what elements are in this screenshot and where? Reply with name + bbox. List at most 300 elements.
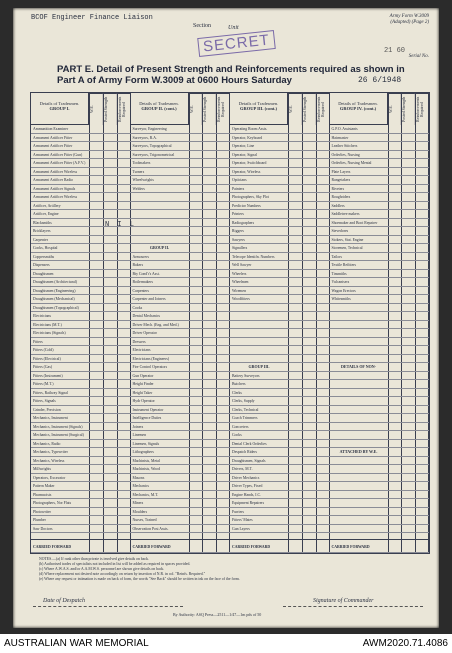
table-row: Despatch Riders: [230, 448, 288, 457]
table-row: Fitters: [31, 338, 89, 347]
table-row: Coppersmiths: [31, 253, 89, 262]
table-row: Operators, Excavator: [31, 474, 89, 483]
table-row-cells: [288, 134, 330, 143]
column-subheader: Reinforcements Required: [216, 93, 230, 125]
group-label: GROUP III. (cont.): [240, 106, 277, 111]
table-row: Gun Layers: [230, 525, 288, 534]
carried-forward: CARRIED FORWARD: [31, 539, 131, 553]
table-row-cells: [288, 219, 330, 228]
table-row: ATTACHED BY W.E.: [330, 448, 388, 457]
table-row-cells: [189, 270, 231, 279]
table-row: Vulcanisers: [330, 278, 388, 287]
table-row-cells: [89, 253, 131, 262]
column-subheader: Reinforcements Required: [415, 93, 429, 125]
table-row: Signallers: [230, 244, 288, 253]
table-row: [330, 457, 388, 466]
table-row-cells: [388, 287, 430, 296]
table-row: Mechanics: [131, 482, 189, 491]
table-row-cells: [288, 270, 330, 279]
table-row-cells: [288, 355, 330, 364]
table-row: [330, 397, 388, 406]
table-row-cells: [189, 448, 231, 457]
carried-forward: CARRIED FORWARD: [131, 539, 231, 553]
table-row: Electricians (M.T.): [31, 321, 89, 330]
table-row: Concreters: [230, 423, 288, 432]
table-row: Carpenter and Joiners: [131, 295, 189, 304]
table-row: Armament Artificer Fitter: [31, 134, 89, 143]
form-ref-line1: Army Form W.3009: [389, 14, 429, 19]
table-row-cells: [388, 499, 430, 508]
table-row-cells: [388, 193, 430, 202]
table-row-cells: [89, 491, 131, 500]
table-row-cells: [89, 176, 131, 185]
table-row: Operator, Line: [230, 142, 288, 151]
table-row-cells: [89, 355, 131, 364]
table-row: Mechanics, Wireless: [31, 457, 89, 466]
table-row-cells: [388, 465, 430, 474]
table-row-cells: [288, 261, 330, 270]
table-row-cells: [388, 338, 430, 347]
column-header-text: Details of Tradesmen.: [139, 101, 179, 106]
table-row-cells: [89, 202, 131, 211]
table-row: Stokers, Stat. Engine: [330, 236, 388, 245]
table-row-cells: [288, 397, 330, 406]
table-row-cells: [89, 406, 131, 415]
table-row-cells: [388, 227, 430, 236]
table-row: Woodfitters: [230, 295, 288, 304]
table-row: Wheelers: [230, 270, 288, 279]
table-row-cells: [288, 448, 330, 457]
form-sheet: [13, 8, 439, 628]
table-row: [330, 499, 388, 508]
table-row: Cooks, Hospital: [31, 244, 89, 253]
table-row: Driver Mechanics: [230, 474, 288, 483]
table-row: Plate Layers: [330, 168, 388, 177]
table-row-cells: [89, 440, 131, 449]
table-row-cells: [189, 414, 231, 423]
table-row-cells: [89, 159, 131, 168]
table-row-cells: [189, 491, 231, 500]
table-row: Fitters (M.T.): [31, 380, 89, 389]
table-row-cells: [388, 406, 430, 415]
table-row: Electricians: [131, 346, 189, 355]
table-row: Pharmacists: [31, 491, 89, 500]
table-row: Saw Doctors: [31, 525, 89, 534]
table-row: Wheelwrights: [131, 176, 189, 185]
table-row: Fire Control Operators: [131, 363, 189, 372]
table-row-cells: [89, 380, 131, 389]
table-row-cells: [89, 304, 131, 313]
table-row-cells: [189, 304, 231, 313]
table-row: [330, 440, 388, 449]
table-row-cells: [388, 329, 430, 338]
title-line2: Part A of Army Form W.3009 at 0600 Hours Saturday: [57, 75, 292, 86]
table-row: [230, 355, 288, 364]
table-row-cells: [288, 193, 330, 202]
table-row: Mechanics, Instrument (Surgical): [31, 431, 89, 440]
table-row-cells: [288, 491, 330, 500]
table-row: Photographers, Nor Flats: [31, 499, 89, 508]
note-line: (c) Where A.W.A.S. and/or A.A.M.W.S. personnel are shown give details on back.: [39, 567, 165, 571]
table-row-cells: [388, 414, 430, 423]
table-row-cells: [189, 227, 231, 236]
table-row: Drivers, M.T.: [230, 465, 288, 474]
table-row-cells: [388, 525, 430, 534]
table-row: Battery Surveyors: [230, 372, 288, 381]
table-row: Wheelmen: [230, 278, 288, 287]
table-row-cells: [189, 423, 231, 432]
table-row: [330, 304, 388, 313]
note-line: NOTES.—(a) If rank other than private is involved give details on back.: [39, 557, 149, 561]
table-row-cells: [288, 440, 330, 449]
table-row: [131, 236, 189, 245]
unit-name: BCOF Engineer Finance Liaison: [31, 14, 153, 22]
table-row-cells: [189, 329, 231, 338]
table-row-cells: [189, 321, 231, 330]
table-row: [330, 423, 388, 432]
column-subheader: Posted Strength: [103, 93, 117, 125]
column-subheader: W.E.: [388, 93, 402, 125]
table-row: Driver Types, Fixed: [230, 482, 288, 491]
table-row-cells: [89, 363, 131, 372]
table-row-cells: [89, 125, 131, 134]
table-row: Electricians (Engineers): [131, 355, 189, 364]
table-row-cells: [388, 151, 430, 160]
table-row-cells: [388, 474, 430, 483]
table-row: Clerks, Supply: [230, 397, 288, 406]
table-row-cells: [189, 312, 231, 321]
table-row-cells: [189, 193, 231, 202]
table-row: [230, 312, 288, 321]
table-row-cells: [189, 346, 231, 355]
table-row: Armament Artificer Fitter (A.F.V.): [31, 159, 89, 168]
table-row-cells: [89, 448, 131, 457]
table-row: Height Finder: [131, 380, 189, 389]
table-row: [131, 219, 189, 228]
table-row: Fitters (Gas): [31, 363, 89, 372]
table-row-cells: [189, 236, 231, 245]
table-row: [330, 508, 388, 517]
table-row-cells: [189, 431, 231, 440]
table-row: Well Sawyer: [230, 261, 288, 270]
table-row-cells: [388, 142, 430, 151]
table-row: Electricians (Signals): [31, 329, 89, 338]
table-row-cells: [89, 185, 131, 194]
table-row: Artificer, Artillery: [31, 202, 89, 211]
group-label: GROUP II. (cont.): [141, 106, 177, 111]
column-header: [31, 93, 89, 125]
table-row-cells: [189, 142, 231, 151]
table-row-cells: [388, 482, 430, 491]
column-subheader: Reinforcements Required: [117, 93, 131, 125]
table-row-cells: [288, 499, 330, 508]
table-row-cells: [89, 414, 131, 423]
table-row-cells: [89, 346, 131, 355]
unit-label: Unit: [228, 25, 239, 31]
table-row: Cooks: [230, 431, 288, 440]
authority-line: By Authority: ASQ Press—2511—1/47—1m pds of 50: [173, 612, 262, 617]
table-row: Operator, Signal: [230, 151, 288, 160]
table-row: Dispensers: [31, 261, 89, 270]
table-row: Driver Operator: [131, 329, 189, 338]
table-row-cells: [288, 423, 330, 432]
table-row: Machinists, Wood: [131, 465, 189, 474]
table-row-cells: [89, 151, 131, 160]
table-row-cells: [388, 431, 430, 440]
table-row: Bricklayers: [31, 227, 89, 236]
table-row: Mechanics, Instrument (Signals): [31, 423, 89, 432]
table-row: [330, 389, 388, 398]
table-row: Surveyor, Engineering: [131, 125, 189, 134]
table-row-cells: [388, 397, 430, 406]
column-header: [230, 93, 288, 125]
table-row-cells: [89, 389, 131, 398]
table-row-cells: [189, 397, 231, 406]
table-row: [330, 312, 388, 321]
table-row-cells: [89, 508, 131, 517]
table-row: Mechanics, Instrument: [31, 414, 89, 423]
table-row: Armament Artificer Signals: [31, 185, 89, 194]
table-row-cells: [189, 202, 231, 211]
table-row-cells: [388, 448, 430, 457]
table-row-cells: [89, 321, 131, 330]
table-row-cells: [89, 312, 131, 321]
table-row: G.P.O. Assistants: [330, 125, 388, 134]
table-row: Armament Artificer Wireless: [31, 168, 89, 177]
table-row-cells: [189, 508, 231, 517]
table-row: Radiographers: [230, 219, 288, 228]
table-row: [330, 372, 388, 381]
table-row: Dental Mechanics: [131, 312, 189, 321]
table-row-cells: [189, 389, 231, 398]
table-row-cells: [89, 431, 131, 440]
archive-footer: [0, 634, 452, 653]
table-row: Carpenter: [31, 236, 89, 245]
table-row-cells: [189, 363, 231, 372]
table-row: [230, 329, 288, 338]
table-row-cells: [388, 261, 430, 270]
title-line1: PART E. Detail of Present Strength and Reinforcements required as shown in: [57, 64, 405, 75]
table-row-cells: [288, 406, 330, 415]
table-row-cells: [288, 482, 330, 491]
form-ref-line2: (Adapted) (Page 2): [390, 20, 429, 25]
table-row-cells: [189, 219, 231, 228]
table-row: Roughriders: [330, 193, 388, 202]
table-row: Bty Cond'r's Asst.: [131, 270, 189, 279]
table-row-cells: [288, 304, 330, 313]
table-row-cells: [388, 321, 430, 330]
table-row-cells: [388, 304, 430, 313]
table-row: Millwrights: [31, 465, 89, 474]
table-row: Operator, Wireless: [230, 168, 288, 177]
table-row: [330, 491, 388, 500]
table-row: Wiremen: [230, 287, 288, 296]
table-row: Engine Hands, I.C.: [230, 491, 288, 500]
table-row-cells: [288, 465, 330, 474]
institution-name: AUSTRALIAN WAR MEMORIAL: [4, 638, 149, 649]
table-row: Mechanics, Radio: [31, 440, 89, 449]
table-row-cells: [388, 380, 430, 389]
table-row-cells: [288, 516, 330, 525]
table-row: Rangetakers: [330, 176, 388, 185]
table-row-cells: [189, 355, 231, 364]
table-row-cells: [388, 457, 430, 466]
table-row: [230, 304, 288, 313]
table-row-cells: [388, 219, 430, 228]
table-row-cells: [89, 193, 131, 202]
table-row-cells: [288, 278, 330, 287]
table-row-cells: [288, 159, 330, 168]
table-row-cells: [189, 210, 231, 219]
table-row: GROUP II.: [131, 244, 189, 253]
despatch-line: [33, 606, 183, 607]
table-row-cells: [288, 176, 330, 185]
table-row: Armourers: [131, 253, 189, 262]
table-row-cells: [388, 270, 430, 279]
table-row-cells: [388, 176, 430, 185]
table-row: Electricians: [31, 312, 89, 321]
table-row-cells: [89, 482, 131, 491]
table-row: Photowriter: [31, 508, 89, 517]
table-row: Predictor Numbers: [230, 202, 288, 211]
table-row-cells: [388, 236, 430, 245]
table-row-cells: [189, 474, 231, 483]
table-row: Draughtsmen (Architectural): [31, 278, 89, 287]
table-row-cells: [288, 414, 330, 423]
table-row-cells: [189, 482, 231, 491]
table-row: Fitters, Railway Signal: [31, 389, 89, 398]
table-row: Armament Artificer Radio: [31, 176, 89, 185]
table-row: Painters: [230, 185, 288, 194]
table-row-cells: [288, 321, 330, 330]
table-row-cells: [89, 134, 131, 143]
table-row-cells: [388, 295, 430, 304]
table-row: Wagon Erectors: [330, 287, 388, 296]
column-header: [131, 93, 189, 125]
table-row: Ammunition Examiner: [31, 125, 89, 134]
table-row-cells: [89, 270, 131, 279]
carried-forward: CARRIED FORWARD: [230, 539, 330, 553]
table-row: Equipment Repairers: [230, 499, 288, 508]
table-row: Storemen, Technical: [330, 244, 388, 253]
table-row: Photographers, Sky Plot: [230, 193, 288, 202]
table-row-cells: [288, 525, 330, 534]
table-row: Furriers: [230, 508, 288, 517]
table-row-cells: [388, 253, 430, 262]
table-row-cells: [288, 151, 330, 160]
table-row: Lithographers: [131, 448, 189, 457]
table-row-cells: [288, 329, 330, 338]
table-row-cells: [288, 474, 330, 483]
table-row-cells: [288, 287, 330, 296]
table-row: Masons: [131, 474, 189, 483]
table-row: [330, 414, 388, 423]
table-row: Surveyors, Trigonometrical: [131, 151, 189, 160]
table-row-cells: [288, 338, 330, 347]
table-row: [330, 431, 388, 440]
accession-number: AWM2020.71.4086: [362, 638, 448, 649]
table-row-cells: [288, 363, 330, 372]
table-row-cells: [189, 516, 231, 525]
table-row: Draughtsmen (Engineering): [31, 287, 89, 296]
table-row: Moulders: [131, 508, 189, 517]
table-row: Draughtsmen, Signals: [230, 457, 288, 466]
table-row-cells: [288, 380, 330, 389]
table-row-cells: [189, 176, 231, 185]
column-header-text: Details of Tradesmen.: [238, 101, 279, 106]
table-row-cells: [288, 389, 330, 398]
table-row-cells: [189, 253, 231, 262]
signature-line: [283, 606, 423, 607]
table-row: Riveters: [330, 185, 388, 194]
table-row: [131, 202, 189, 211]
table-row: Toolmakers: [131, 159, 189, 168]
date-of-despatch-label: Date of Despatch: [43, 598, 85, 604]
table-row-cells: [388, 202, 430, 211]
table-row-cells: [89, 465, 131, 474]
table-row-cells: [388, 491, 430, 500]
table-row: [330, 380, 388, 389]
table-row: Operator, Keyboard: [230, 134, 288, 143]
table-row: Gun Operator: [131, 372, 189, 381]
table-row-cells: [189, 440, 231, 449]
table-row-cells: [388, 363, 430, 372]
table-row-cells: [189, 380, 231, 389]
table-row-cells: [388, 508, 430, 517]
table-row-cells: [189, 295, 231, 304]
unit-section: Section: [193, 23, 211, 29]
table-row: [330, 474, 388, 483]
table-row-cells: [89, 142, 131, 151]
table-row: Linemen: [131, 431, 189, 440]
table-row: Driver Mech. (Eng. and Med.): [131, 321, 189, 330]
table-row-cells: [189, 244, 231, 253]
table-row: [330, 482, 388, 491]
table-row: Carpenters: [131, 287, 189, 296]
table-row: Dressers: [131, 338, 189, 347]
strength-table: [30, 92, 430, 554]
table-row-cells: [288, 202, 330, 211]
table-row-cells: [388, 134, 430, 143]
table-row: [131, 227, 189, 236]
table-row-cells: [189, 134, 231, 143]
table-row: Riggers: [230, 227, 288, 236]
table-row-cells: [388, 210, 430, 219]
table-row-cells: [388, 278, 430, 287]
table-row-cells: [288, 346, 330, 355]
table-row: [330, 525, 388, 534]
table-row-cells: [89, 236, 131, 245]
table-row: [330, 329, 388, 338]
table-row-cells: [89, 499, 131, 508]
table-row: Nurses, Trained: [131, 516, 189, 525]
table-row: Stevedores: [330, 227, 388, 236]
table-row: [330, 406, 388, 415]
table-row-cells: [189, 338, 231, 347]
table-row-cells: [89, 372, 131, 381]
table-row-cells: [189, 125, 231, 134]
table-row-cells: [288, 457, 330, 466]
table-row-cells: [288, 185, 330, 194]
table-row-cells: [288, 142, 330, 151]
table-row: Draughtsmen (Topographical): [31, 304, 89, 313]
table-row: Fitters' Mates: [230, 516, 288, 525]
table-row: Pattern Maker: [31, 482, 89, 491]
table-row: Plumber: [31, 516, 89, 525]
table-row: Shoemaker and Boot Repairer: [330, 219, 388, 228]
note-line: (e) Where any request or intimation is made on back of form, the words "See Back" should be written in ink on the face of the form.: [39, 577, 240, 581]
date-entry: 26 6/1948: [358, 76, 402, 85]
